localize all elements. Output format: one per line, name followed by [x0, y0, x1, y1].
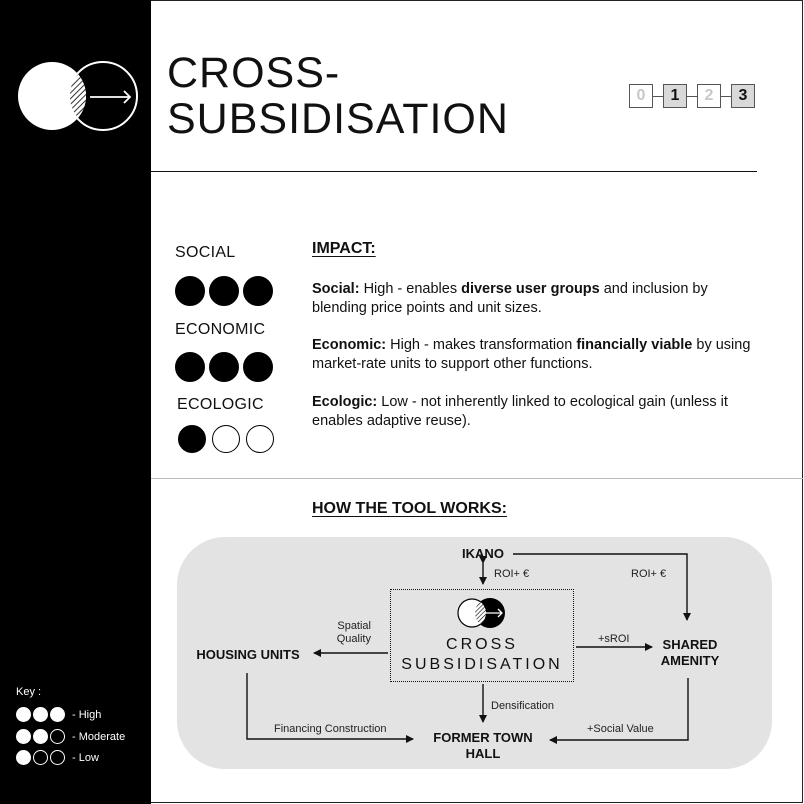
stage-step-0: 0 — [629, 84, 653, 108]
impact-ecologic-text: Low - not inherently linked to ecological gain (unless it enables adaptive reuse). — [312, 394, 728, 429]
edge-label-sroi: +sROI — [598, 633, 630, 645]
title-line-1: CROSS- — [167, 49, 341, 97]
rating-label-ecologic: ECOLOGIC — [177, 396, 264, 413]
node-housing-units: HOUSING UNITS — [196, 647, 300, 662]
title-line-2: SUBSIDISATION — [167, 95, 509, 143]
edge-label-roi-right: ROI+ € — [631, 568, 667, 580]
node-former-town-hall-line-2: HALL — [465, 746, 501, 761]
rating-label-economic: ECONOMIC — [175, 321, 266, 338]
key-title: Key : — [16, 686, 42, 698]
edge-label-spatial-1: Spatial — [337, 620, 371, 632]
impact-social-label: Social: — [312, 281, 360, 297]
rating-label-social: SOCIAL — [175, 244, 236, 261]
how-heading: HOW THE TOOL WORKS: — [312, 500, 507, 517]
impact-heading: IMPACT: — [312, 240, 376, 257]
stage-step-2: 2 — [697, 84, 721, 108]
node-ikano: IKANO — [462, 546, 504, 561]
key-label-moderate: - Moderate — [72, 730, 126, 743]
key-label-low: - Low — [72, 751, 99, 764]
edge-label-social-value: +Social Value — [587, 723, 654, 735]
center-node-line-2: SUBSIDISATION — [401, 656, 563, 673]
impact-ecologic-label: Ecologic: — [312, 394, 378, 410]
stage-step-1: 1 — [663, 84, 687, 108]
impact-economic-text-1: High - makes transformation — [386, 337, 577, 353]
key-label-high: - High — [72, 708, 102, 721]
impact-social-text-1: High - enables — [359, 281, 462, 297]
cross-subsidisation-mini-icon — [456, 597, 508, 629]
impact-social-bold: diverse user groups — [461, 281, 600, 297]
edge-label-spatial-2: Quality — [336, 633, 371, 645]
impact-economic-label: Economic: — [312, 337, 387, 353]
edge-label-roi-left: ROI+ € — [494, 568, 530, 580]
node-shared-amenity-line-2: AMENITY — [660, 653, 720, 668]
node-shared-amenity-line-1: SHARED — [662, 637, 718, 652]
impact-social-text-2: and inclusion by blending price points and unit sizes. — [312, 281, 708, 316]
impact-economic-bold: financially viable — [576, 337, 693, 353]
impact-economic-text-2: by using market-rate units to support other functions. — [312, 337, 751, 372]
edge-label-densification: Densification — [491, 700, 554, 712]
stage-step-3: 3 — [731, 84, 755, 108]
center-node-line-1: CROSS — [446, 636, 518, 653]
edge-label-financing: Financing Construction — [274, 723, 387, 735]
node-former-town-hall-line-1: FORMER TOWN — [433, 730, 533, 745]
